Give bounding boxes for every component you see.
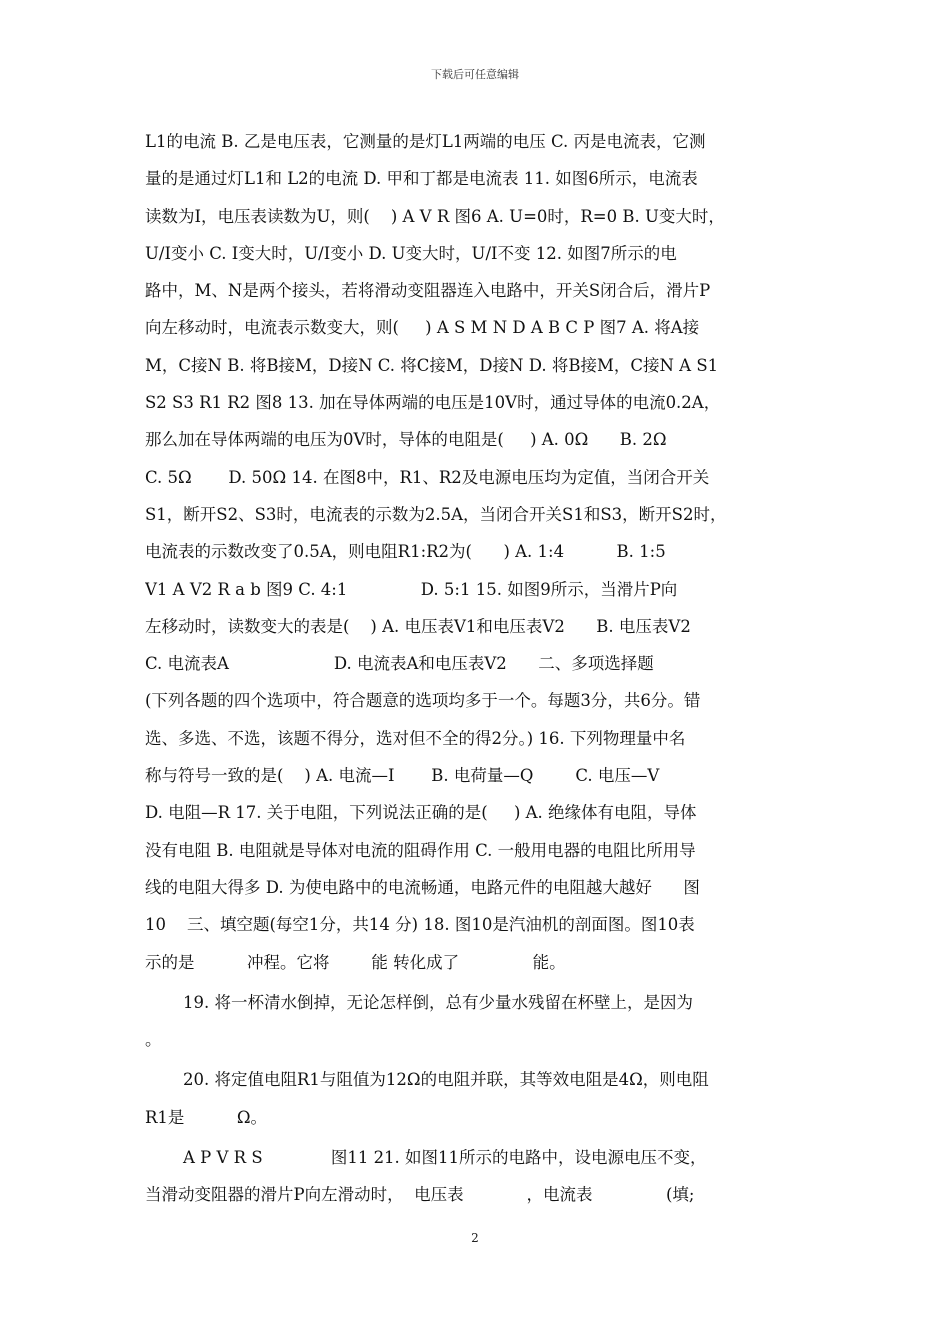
text-line: 线的电阻大得多 D. 为使电路中的电流畅通，电路元件的电阻越大越好 图 xyxy=(145,877,700,897)
question-20-line: 20. 将定值电阻R1与阻值为12Ω的电阻并联，其等效电阻是4Ω，则电阻 xyxy=(183,1070,709,1090)
text-line: 称与符号一致的是( ) A. 电流—I B. 电荷量—Q C. 电压—V xyxy=(145,766,660,786)
text-line: C. 电流表A D. 电流表A和电压表V2 二、多项选择题 xyxy=(145,654,654,674)
text-line: 左移动时，读数变大的表是( ) A. 电压表V1和电压表V2 B. 电压表V2 xyxy=(145,616,691,636)
question-20-line: R1是 Ω。 xyxy=(145,1107,268,1127)
text-line: D. 电阻—R 17. 关于电阻，下列说法正确的是( ) A. 绝缘体有电阻，导体 xyxy=(145,803,697,823)
text-line: U/I变小 C. I变大时，U/I变小 D. U变大时，U/I不变 12. 如图7所示的电 xyxy=(145,243,677,263)
text-line: 那么加在导体两端的电压为0V时，导体的电阻是( ) A. 0Ω B. 2Ω xyxy=(145,430,667,450)
text-line: 量的是通过灯L1和 L2的电流 D. 甲和丁都是电流表 11. 如图6所示，电流表 xyxy=(145,169,698,189)
text-line: 没有电阻 B. 电阻就是导体对电流的阻碍作用 C. 一般用电器的电阻比所用导 xyxy=(145,840,696,860)
text-line: L1的电流 B. 乙是电压表，它测量的是灯L1两端的电压 C. 丙是电流表，它测 xyxy=(145,132,706,151)
text-line: 读数为I，电压表读数为U，则( ) A V R 图6 A. U=0时，R=0 B. U变大时， xyxy=(145,206,725,226)
text-line: 示的是 冲程。它将 能 转化成了 能。 xyxy=(145,952,566,972)
text-line: 10 三、填空题(每空1分，共14 分) 18. 图10是汽油机的剖面图。图10表 xyxy=(145,915,695,935)
page-header: 下载后可任意编辑 xyxy=(431,68,519,81)
text-line: (下列各题的四个选项中，符合题意的选项均多于一个。每题3分，共6分。错 xyxy=(145,691,701,711)
text-line: 选、多选、不选，该题不得分，选对但不全的得2分。) 16. 下列物理量中名 xyxy=(145,728,686,748)
question-21-line: A P V R S 图11 21. 如图11所示的电路中，设电源电压不变， xyxy=(183,1148,707,1168)
page-number: 2 xyxy=(471,1231,479,1245)
text-line: 路中，M、N是两个接头，若将滑动变阻器连入电路中，开关S闭合后，滑片P xyxy=(145,281,711,301)
question-19-line: 。 xyxy=(145,1030,162,1050)
text-line: 电流表的示数改变了0.5A，则电阻R1:R2为( ) A. 1:4 B. 1:5 xyxy=(145,542,666,562)
text-line: S2 S3 R1 R2 图8 13. 加在导体两端的电压是10V时，通过导体的电流0.2A， xyxy=(145,393,721,413)
text-line: 向左移动时，电流表示数变大，则( ) A S M N D A B C P 图7 A. 将A接 xyxy=(145,318,700,338)
text-line: V1 A V2 R a b 图9 C. 4:1 D. 5:1 15. 如图9所示，当滑片P向 xyxy=(145,579,678,599)
document-body xyxy=(145,123,815,1214)
text-line: M，C接N B. 将B接M，D接N C. 将C接M，D接N D. 将B接M，C接N A S1 xyxy=(145,355,719,375)
text-line: C. 5Ω D. 50Ω 14. 在图8中，R1、R2及电源电压均为定值，当闭合开关 xyxy=(145,467,710,487)
question-19-line: 19. 将一杯清水倒掉，无论怎样倒，总有少量水残留在杯壁上，是因为 xyxy=(183,992,693,1012)
question-21-line: 当滑动变阻器的滑片P向左滑动时， 电压表 ，电流表 (填; xyxy=(145,1185,695,1205)
text-line: S1，断开S2、S3时，电流表的示数为2.5A，当闭合开关S1和S3，断开S2时， xyxy=(145,504,727,524)
